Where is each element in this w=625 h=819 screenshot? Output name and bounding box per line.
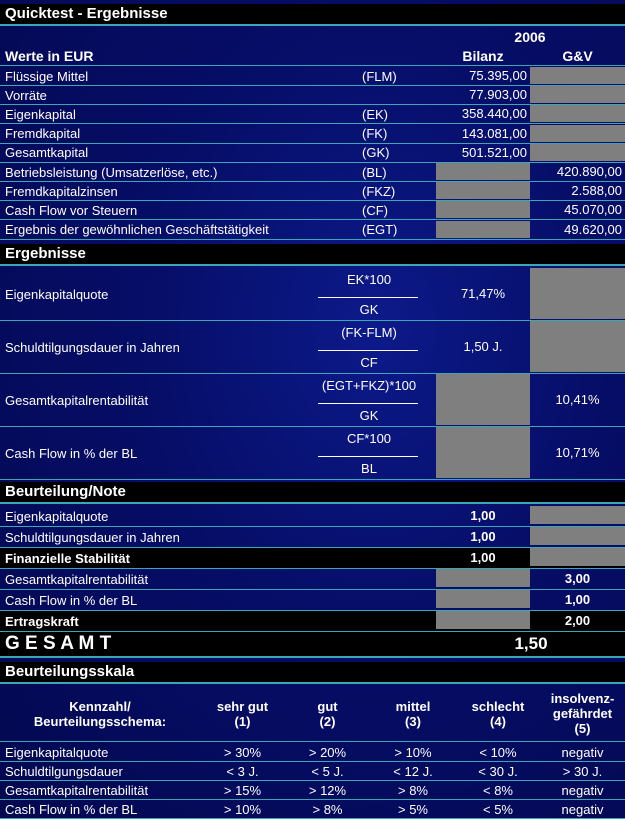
scale-grade-header — [285, 686, 370, 741]
scale-row — [0, 762, 625, 781]
guv-note — [530, 548, 625, 566]
ergebnisse-title: Ergebnisse — [5, 245, 86, 262]
ergebnis-label: Eigenkapitalquote — [5, 286, 109, 302]
input-row — [0, 201, 625, 220]
bilanz-note — [436, 611, 530, 629]
scale-value: > 20% — [308, 744, 347, 760]
bilanz-result — [436, 427, 530, 478]
ergebnis-row — [0, 268, 625, 321]
note-row — [0, 569, 625, 590]
guv-header: G&V — [562, 47, 593, 64]
skala-section — [0, 662, 625, 684]
guv-result: 10,71% — [555, 445, 600, 460]
note-row — [0, 548, 625, 569]
bilanz-value: 77.903,00 — [469, 87, 527, 103]
scale-row — [0, 781, 625, 800]
bilanz-value: 358.440,00 — [461, 106, 527, 122]
formula-line — [318, 456, 418, 457]
guv-result: 10,41% — [555, 392, 600, 407]
note-label: Gesamtkapitalrentabilität — [5, 571, 149, 587]
scale-grade-header-line: (4) — [490, 713, 506, 729]
scale-row — [0, 743, 625, 762]
bilanz-result: 1,50 J. — [463, 339, 503, 354]
ergebnis-row — [0, 427, 625, 480]
input-abbr: (EGT) — [362, 222, 398, 238]
note-label: Cash Flow in % der BL — [5, 592, 138, 608]
note-label: Eigenkapitalquote — [5, 508, 109, 524]
input-label: Cash Flow vor Steuern — [5, 202, 138, 218]
skala-title: Beurteilungsskala — [5, 663, 135, 680]
scale-value: negativ — [561, 801, 604, 817]
input-abbr: (GK) — [362, 145, 390, 161]
input-label: Fremdkapital — [5, 126, 81, 142]
ergebnis-row — [0, 374, 625, 427]
scale-grade-header — [370, 686, 456, 741]
bilanz-value: 143.081,00 — [461, 125, 527, 141]
input-abbr: (FKZ) — [362, 183, 396, 199]
year-label: 2006 — [514, 29, 546, 45]
input-label: Eigenkapital — [5, 106, 76, 122]
scale-value: > 30 J. — [562, 763, 603, 779]
scale-grade-header-line: gefährdet — [552, 706, 613, 721]
formula-line — [318, 403, 418, 404]
scale-value: < 30 J. — [478, 763, 518, 779]
guv-value: 49.620,00 — [564, 221, 622, 237]
page-title-bar — [0, 4, 625, 26]
guv-result — [530, 268, 625, 319]
scale-value: negativ — [561, 782, 604, 798]
formula-line — [318, 297, 418, 298]
ergebnis-label: Gesamtkapitalrentabilität — [5, 392, 149, 408]
gesamt-label: G E S A M T — [5, 633, 112, 654]
scale-label: Schuldtilgungsdauer — [5, 763, 123, 779]
formula-numerator: (FK-FLM) — [341, 325, 397, 340]
guv-value: 2.588,00 — [571, 183, 622, 199]
bilanz-value: 501.521,00 — [461, 144, 527, 160]
scale-grade-header-line: mittel — [395, 698, 431, 714]
page-title: Quicktest - Ergebnisse — [5, 5, 168, 22]
column-header — [0, 46, 625, 66]
scale-label: Eigenkapitalquote — [5, 744, 109, 760]
input-row — [0, 144, 625, 163]
guv-value — [530, 67, 625, 84]
scale-value: < 5 J. — [311, 763, 344, 779]
formula-numerator: EK*100 — [346, 272, 392, 287]
bilanz-header: Bilanz — [462, 47, 504, 64]
bilanz-note — [436, 569, 530, 587]
scale-value: negativ — [561, 744, 604, 760]
guv-value — [530, 86, 625, 103]
note-row — [0, 527, 625, 548]
scale-value: < 8% — [483, 782, 513, 798]
input-label: Vorräte — [5, 87, 47, 103]
formula-denominator: BL — [361, 461, 377, 476]
input-row — [0, 105, 625, 124]
note-label: Ertragskraft — [5, 613, 79, 629]
scale-grade-header — [540, 686, 625, 741]
ergebnis-row — [0, 321, 625, 374]
scale-grade-header-line: insolvenz- — [550, 691, 615, 706]
scale-value: > 8% — [312, 801, 343, 817]
guv-note: 3,00 — [564, 570, 591, 586]
guv-note: 2,00 — [564, 612, 591, 628]
scale-grade-header-line: schlecht — [471, 698, 525, 714]
scale-value: > 5% — [398, 801, 428, 817]
input-abbr: (CF) — [362, 202, 388, 218]
bilanz-note: 1,00 — [470, 549, 496, 565]
note-row — [0, 611, 625, 632]
guv-value — [530, 105, 625, 122]
scale-value: < 10% — [479, 744, 517, 760]
scale-value: > 10% — [223, 801, 262, 817]
scale-value: > 30% — [223, 744, 262, 760]
ergebnis-label: Cash Flow in % der BL — [5, 445, 138, 461]
bilanz-note: 1,00 — [470, 507, 496, 523]
input-label: Flüssige Mittel — [5, 68, 89, 84]
guv-result — [530, 321, 625, 372]
bilanz-value: 75.395,00 — [469, 68, 527, 83]
bilanz-value — [436, 221, 530, 238]
note-row — [0, 590, 625, 611]
formula-denominator: GK — [359, 302, 379, 317]
bilanz-result: 71,47% — [460, 286, 506, 301]
input-row — [0, 86, 625, 105]
guv-value — [530, 144, 625, 161]
guv-note — [530, 527, 625, 545]
scale-grade-header — [200, 686, 285, 741]
guv-value: 45.070,00 — [564, 202, 622, 218]
scale-grade-header-line: (3) — [405, 713, 421, 729]
input-row — [0, 182, 625, 201]
guv-note: 1,00 — [564, 591, 591, 607]
scale-row — [0, 800, 625, 819]
guv-note — [530, 506, 625, 524]
gesamt-value: 1,50 — [514, 634, 548, 653]
werte-label: Werte in EUR — [5, 47, 94, 64]
scale-value: < 5% — [483, 801, 513, 817]
bilanz-result — [436, 374, 530, 425]
formula-numerator: CF*100 — [346, 431, 392, 446]
scale-value: > 15% — [223, 782, 262, 798]
guv-value — [530, 125, 625, 142]
kennzahl-header-line: Kennzahl/ — [69, 698, 131, 714]
input-row — [0, 125, 625, 144]
kennzahl-header-line: Beurteilungsschema: — [33, 713, 167, 729]
input-abbr: (FLM) — [362, 68, 397, 84]
scale-grade-header-line: sehr gut — [216, 698, 269, 714]
scale-value: > 10% — [394, 744, 432, 760]
input-label: Gesamtkapital — [5, 145, 89, 161]
skala-header — [0, 686, 625, 742]
bilanz-value — [436, 182, 530, 199]
year-header — [0, 28, 625, 46]
scale-grade-header-line: (5) — [574, 721, 591, 736]
scale-value: > 8% — [398, 782, 428, 798]
scale-label: Cash Flow in % der BL — [5, 801, 138, 817]
scale-grade-header-line: (1) — [234, 713, 251, 729]
bilanz-note: 1,00 — [470, 528, 496, 544]
scale-value: < 12 J. — [393, 763, 433, 779]
gesamt-row — [0, 632, 625, 658]
ergebnisse-section — [0, 244, 625, 266]
input-label: Ergebnis der gewöhnlichen Geschäftstätigkeit — [5, 222, 269, 238]
note-row — [0, 506, 625, 527]
beurteilung-section — [0, 482, 625, 504]
input-label: Betriebsleistung (Umsatzerlöse, etc.) — [5, 164, 218, 180]
formula-denominator: CF — [360, 355, 378, 370]
scale-value: < 3 J. — [226, 763, 259, 779]
formula-denominator: GK — [359, 408, 379, 423]
input-abbr — [362, 86, 432, 104]
formula-line — [318, 350, 418, 351]
note-label: Finanzielle Stabilität — [5, 550, 130, 566]
input-label: Fremdkapitalzinsen — [5, 183, 118, 199]
input-abbr: (EK) — [362, 106, 388, 122]
input-row — [0, 67, 625, 86]
beurteilung-title: Beurteilung/Note — [5, 483, 126, 500]
ergebnis-label: Schuldtilgungsdauer in Jahren — [5, 339, 180, 355]
bilanz-value — [436, 201, 530, 218]
scale-grade-header-line: gut — [317, 698, 338, 714]
bilanz-value — [436, 163, 530, 180]
scale-grade-header-line: (2) — [319, 713, 336, 729]
bilanz-note — [436, 590, 530, 608]
input-row — [0, 163, 625, 182]
note-label: Schuldtilgungsdauer in Jahren — [5, 529, 180, 545]
scale-label: Gesamtkapitalrentabilität — [5, 782, 149, 798]
input-abbr: (BL) — [362, 164, 387, 180]
scale-grade-header — [456, 686, 540, 741]
kennzahl-header — [0, 686, 200, 741]
formula-numerator: (EGT+FKZ)*100 — [321, 378, 417, 393]
input-abbr: (FK) — [362, 126, 388, 142]
guv-value: 420.890,00 — [556, 164, 622, 179]
scale-value: > 12% — [308, 782, 347, 798]
input-row — [0, 221, 625, 240]
